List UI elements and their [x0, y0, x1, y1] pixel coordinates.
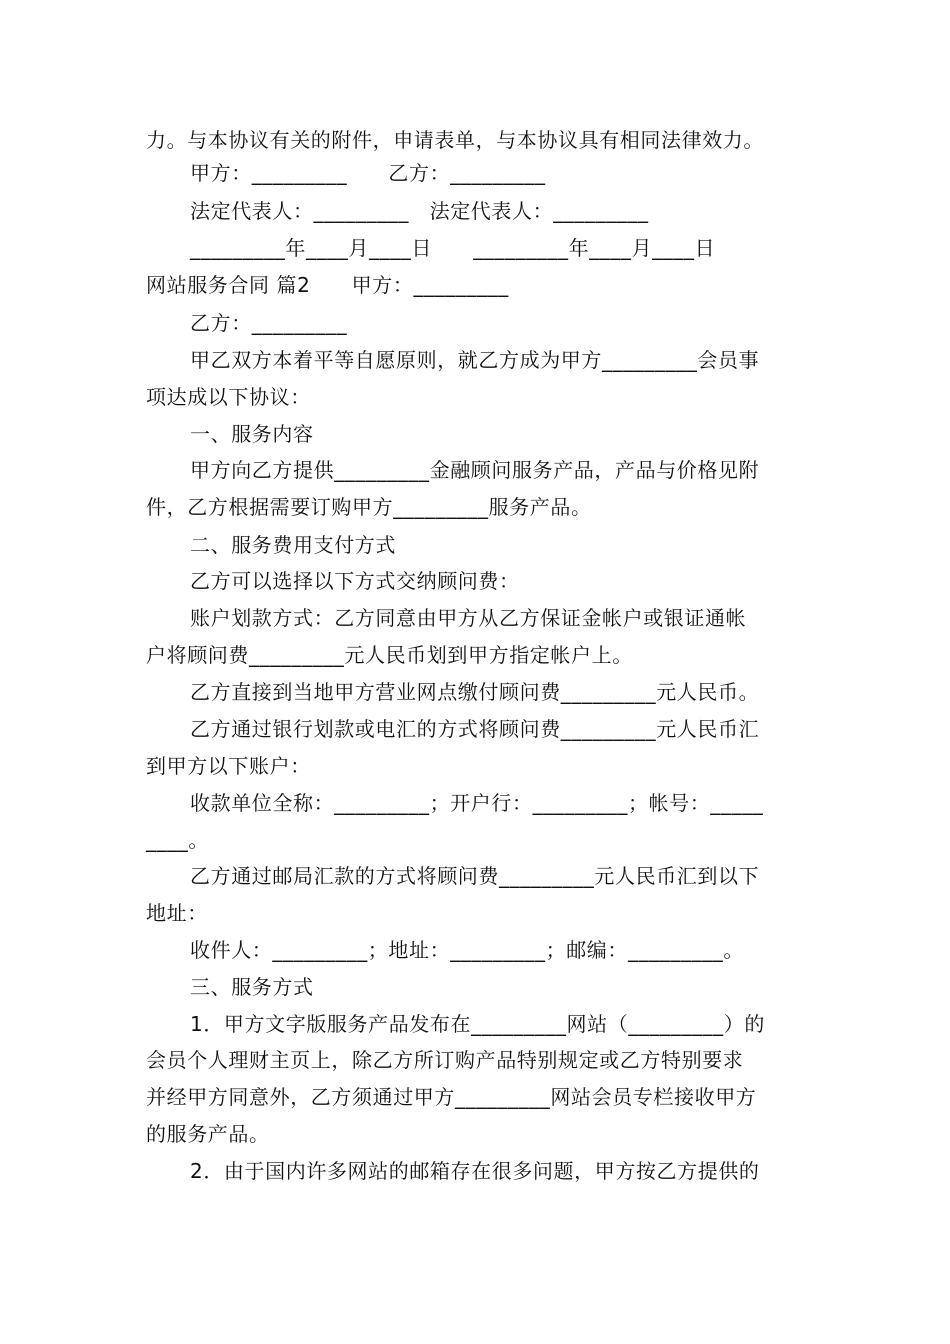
paragraph-line: 2．由于国内许多网站的邮箱存在很多问题，甲方按乙方提供的: [190, 1159, 760, 1183]
paragraph-line: 会员个人理财主页上，除乙方所订购产品特别规定或乙方特别要求: [146, 1048, 744, 1072]
paragraph-line: 的服务产品。: [146, 1122, 270, 1146]
paragraph-line: 收款单位全称：_________；开户行：_________；帐号：_____: [190, 791, 764, 815]
paragraph-line: 收件人：_________；地址：_________；邮编：_________。: [190, 938, 744, 962]
section-heading-contract-2: 网站服务合同 篇2 甲方：_________: [146, 273, 509, 297]
party-b-line: 乙方：_________: [190, 311, 348, 335]
signature-line-dates: _________年____月____日 _________年____月____日: [190, 236, 716, 260]
paragraph-line: 到甲方以下账户：: [146, 754, 311, 778]
section-heading: 一、服务内容: [190, 422, 314, 446]
paragraph-line: 乙方通过邮局汇款的方式将顾问费_________元人民币汇到以下: [190, 864, 760, 888]
signature-line-representatives: 法定代表人：_________ 法定代表人：_________: [190, 199, 649, 223]
paragraph-line: 乙方直接到当地甲方营业网点缴付顾问费_________元人民币。: [190, 680, 760, 704]
paragraph-line: ____。: [146, 828, 209, 852]
paragraph-line: 件，乙方根据需要订购甲方_________服务产品。: [146, 495, 592, 519]
paragraph-line: 甲乙双方本着平等自愿原则，就乙方成为甲方_________会员事: [190, 348, 760, 372]
paragraph-line: 项达成以下协议：: [146, 385, 311, 409]
paragraph-line: 甲方向乙方提供_________金融顾问服务产品，产品与价格见附: [190, 458, 760, 482]
signature-line-parties: 甲方：_________ 乙方：_________: [190, 161, 546, 185]
paragraph-line: 乙方通过银行划款或电汇的方式将顾问费_________元人民币汇: [190, 717, 760, 741]
paragraph-line: 户将顾问费_________元人民币划到甲方指定帐户上。: [146, 643, 633, 667]
paragraph-line: 1．甲方文字版服务产品发布在_________网站（_________）的: [190, 1012, 765, 1036]
paragraph-line: 乙方可以选择以下方式交纳顾问费：: [190, 569, 520, 593]
paragraph-line: 力。与本协议有关的附件，申请表单，与本协议具有相同法律效力。: [146, 128, 764, 152]
paragraph-line: 并经甲方同意外，乙方须通过甲方_________网站会员专栏接收甲方: [146, 1085, 757, 1109]
paragraph-line: 地址：: [146, 901, 208, 925]
section-heading: 三、服务方式: [190, 975, 314, 999]
paragraph-line: 账户划款方式：乙方同意由甲方从乙方保证金帐户或银证通帐: [190, 606, 747, 630]
section-heading: 二、服务费用支付方式: [190, 533, 396, 557]
